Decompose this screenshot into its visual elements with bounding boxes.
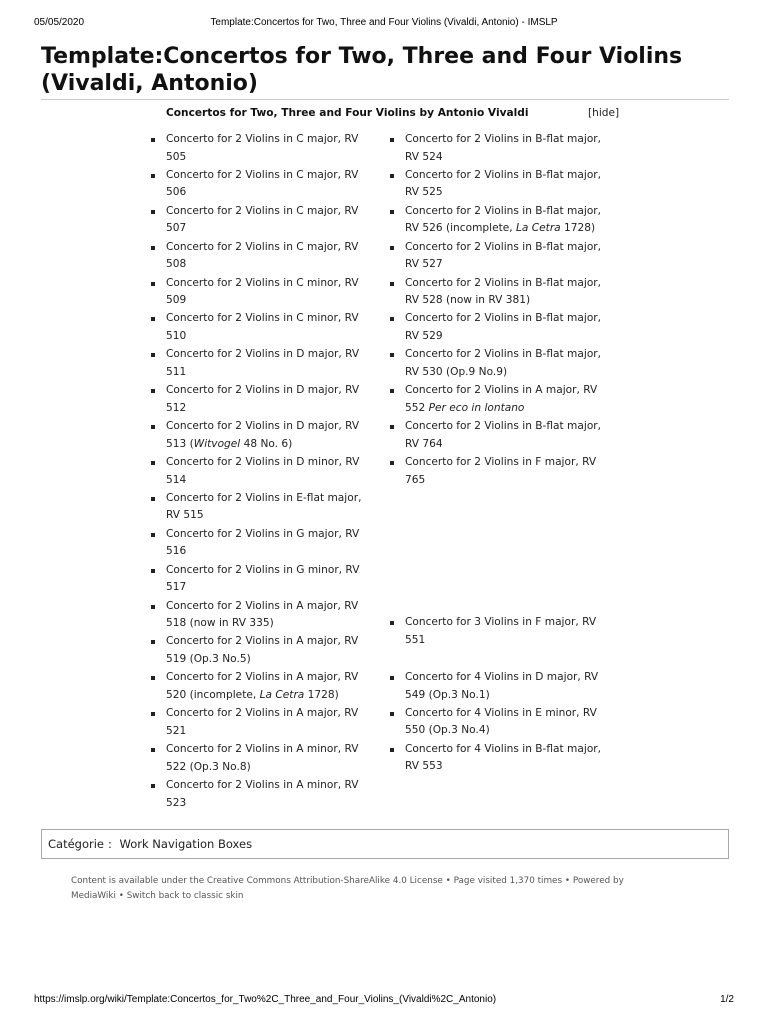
navbox-right-list-three-violins (388, 614, 610, 650)
concerto-list-item (149, 562, 371, 598)
concerto-link[interactable]: Concerto for 2 Violins in G major, RV 516 (166, 527, 360, 558)
concerto-list-item (149, 239, 371, 275)
navbox-left-list (149, 131, 371, 813)
concerto-link[interactable]: Concerto for 2 Violins in B-flat major, RV 529 (405, 312, 602, 342)
category-label: Catégorie (48, 837, 104, 851)
concerto-link[interactable]: Concerto for 2 Violins in F major, RV 765 (405, 456, 597, 486)
concerto-link[interactable]: Concerto for 2 Violins in D major, RV 512 (166, 384, 360, 414)
concerto-list-item (388, 382, 610, 418)
navbox-hide-link[interactable]: [hide] (588, 107, 620, 119)
concerto-link[interactable]: Concerto for 2 Violins in B-flat major, RV 524 (405, 133, 602, 163)
concerto-list-item (149, 669, 371, 705)
concerto-list-item (149, 598, 371, 634)
print-header-title: Template:Concertos for Two, Three and Four Violins (Vivaldi, Antonio) - IMSLP (210, 17, 558, 28)
concerto-link[interactable]: Concerto for 2 Violins in A major, RV 552 Per eco in lontano (405, 384, 598, 414)
concerto-list-item (149, 382, 371, 418)
concerto-list-item (388, 203, 610, 239)
print-header (34, 17, 734, 31)
concerto-list-item (149, 526, 371, 562)
concerto-link[interactable]: Concerto for 2 Violins in B-flat major, RV 525 (405, 168, 602, 199)
concerto-link[interactable]: Concerto for 2 Violins in A major, RV 518 (now in RV 335) (166, 599, 359, 630)
concerto-link[interactable]: Concerto for 2 Violins in A major, RV 519 (Op.3 No.5) (166, 635, 359, 665)
category-link[interactable]: Work Navigation Boxes (119, 837, 253, 851)
concerto-list-item (388, 275, 610, 311)
concerto-list-item (149, 346, 371, 382)
concerto-list-item (149, 741, 371, 777)
concerto-italic-title: Per eco in lontano (428, 401, 525, 414)
concerto-link[interactable]: Concerto for 2 Violins in A major, RV 520 (incomplete, La Cetra 1728) (166, 671, 359, 701)
print-page-number: 1/2 (720, 994, 734, 1005)
print-footer (34, 994, 734, 1008)
print-date: 05/05/2020 (34, 17, 85, 28)
concerto-list-item (149, 167, 371, 203)
concerto-list-item (388, 705, 610, 741)
concerto-link[interactable]: Concerto for 2 Violins in C major, RV 508 (166, 240, 359, 271)
navbox-title: Concertos for Two, Three and Four Violins by Antonio Vivaldi (166, 107, 529, 119)
concerto-link[interactable]: Concerto for 2 Violins in B-flat major, RV 527 (405, 240, 602, 271)
concerto-link[interactable]: Concerto for 4 Violins in B-flat major, RV 553 (405, 742, 602, 773)
concerto-list-item (149, 310, 371, 346)
concerto-link[interactable]: Concerto for 2 Violins in G minor, RV 517 (166, 563, 360, 594)
concerto-list-item (388, 310, 610, 346)
concerto-list-item (149, 454, 371, 490)
concerto-italic-title: La Cetra (516, 222, 561, 235)
concerto-link[interactable]: Concerto for 2 Violins in D major, RV 513 (Witvogel 48 No. 6) (166, 420, 360, 450)
category-box (41, 829, 729, 859)
concerto-link[interactable]: Concerto for 2 Violins in E-flat major, RV 515 (166, 491, 362, 522)
concerto-link[interactable]: Concerto for 4 Violins in D major, RV 549 (Op.3 No.1) (405, 671, 599, 701)
concerto-list-item (388, 418, 610, 454)
concerto-list-item (149, 275, 371, 311)
print-url: https://imslp.org/wiki/Template:Concertos_for_Two%2C_Three_and_Four_Violins_(Vivaldi%2C_Antonio) (34, 994, 497, 1005)
navbox-right-list-two-violins (388, 131, 610, 490)
concerto-link[interactable]: Concerto for 3 Violins in F major, RV 551 (405, 616, 597, 646)
concerto-link[interactable]: Concerto for 2 Violins in A major, RV 521 (166, 707, 359, 737)
navbox-right-list-four-violins (388, 669, 610, 777)
concerto-link[interactable]: Concerto for 2 Violins in A minor, RV 523 (166, 779, 359, 809)
category-separator: : (108, 837, 112, 851)
concerto-link[interactable]: Concerto for 4 Violins in E minor, RV 550 (Op.3 No.4) (405, 706, 597, 737)
concerto-list-item (388, 614, 610, 650)
concerto-link[interactable]: Concerto for 2 Violins in C minor, RV 510 (166, 312, 359, 342)
concerto-list-item (388, 454, 610, 490)
concerto-list-item (149, 777, 371, 813)
concerto-list-item (149, 490, 371, 526)
navbox-header (166, 106, 636, 122)
title-divider (41, 99, 729, 100)
concerto-link[interactable]: Concerto for 2 Violins in B-flat major, RV 530 (Op.9 No.9) (405, 348, 602, 378)
concerto-list-item (149, 131, 371, 167)
concerto-link[interactable]: Concerto for 2 Violins in C minor, RV 509 (166, 276, 359, 307)
concerto-link[interactable]: Concerto for 2 Violins in B-flat major, RV 526 (incomplete, La Cetra 1728) (405, 204, 602, 235)
concerto-link[interactable]: Concerto for 2 Violins in D major, RV 511 (166, 348, 360, 378)
concerto-link[interactable]: Concerto for 2 Violins in C major, RV 506 (166, 168, 359, 199)
concerto-link[interactable]: Concerto for 2 Violins in D minor, RV 514 (166, 456, 360, 486)
concerto-italic-title: Witvogel (193, 437, 241, 450)
concerto-list-item (388, 741, 610, 777)
concerto-list-item (149, 203, 371, 239)
concerto-italic-title: La Cetra (259, 688, 305, 701)
concerto-link[interactable]: Concerto for 2 Violins in A minor, RV 522 (Op.3 No.8) (166, 743, 359, 773)
footer-text: Content is available under the Creative Commons Attribution-ShareAlike 4.0 License • Page visited 1,370 times • Powered by MediaWiki • Switch back to classic skin (71, 876, 624, 901)
concerto-link[interactable]: Concerto for 2 Violins in B-flat major, RV 528 (now in RV 381) (405, 276, 602, 307)
concerto-list-item (388, 131, 610, 167)
page-title: Template:Concertos for Two, Three and Four Violins (Vivaldi, Antonio) (41, 44, 683, 96)
concerto-link[interactable]: Concerto for 2 Violins in C major, RV 507 (166, 204, 359, 235)
concerto-list-item (149, 418, 371, 454)
concerto-list-item (388, 346, 610, 382)
concerto-list-item (149, 633, 371, 669)
concerto-list-item (149, 705, 371, 741)
concerto-list-item (388, 239, 610, 275)
concerto-list-item (388, 669, 610, 705)
concerto-link[interactable]: Concerto for 2 Violins in B-flat major, RV 764 (405, 420, 602, 450)
concerto-list-item (388, 167, 610, 203)
concerto-link[interactable]: Concerto for 2 Violins in C major, RV 505 (166, 133, 359, 163)
